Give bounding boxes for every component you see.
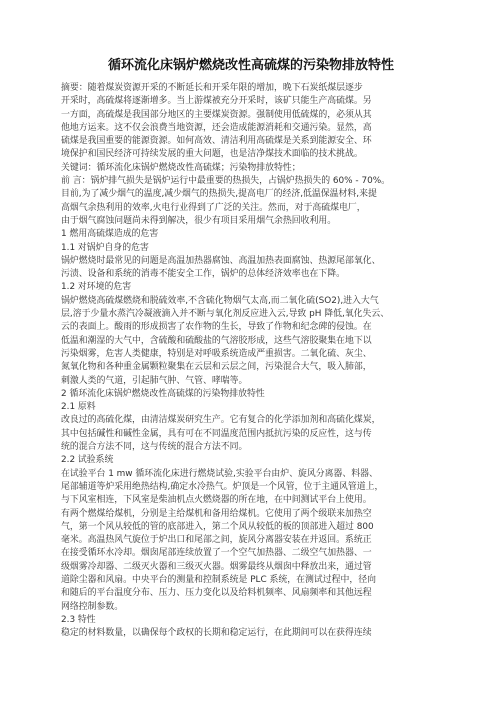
text-line: 他地方运来。这不仅会浪费当地资源，还会造成能源消耗和交通污染。显然，高 <box>61 122 372 133</box>
text-line: 1 燃用高硫煤造成的危害 <box>61 229 159 240</box>
text-line: 云的表面上。酸雨的形成损害了农作物的生长，导致了作物和纪念碑的侵蚀。在 <box>61 322 372 333</box>
text-line: 境保护和国民经济可持续发展的重大问题，也是洁净煤技术面临的技术挑战。 <box>61 149 363 160</box>
text-line: 改良过的高硫化煤，由清洁煤炭研究生产。它有复合的化学添加剂和高硫化煤炭， <box>61 415 381 426</box>
text-line: 硫煤是我国重要的能源资源。如何高效、清洁利用高硫煤是关系到能源安全、环 <box>61 136 372 147</box>
text-line: 层,溶于少量水蒸汽冷凝液滴入并不断与氧化剂反应进入云,导致 pH 降低,氧化失云、 <box>61 309 390 320</box>
text-line: 氮氧化物和各种重金属颗粒聚集在云层和云层之间，污染混合大气，吸入肺部， <box>61 362 372 373</box>
document-body <box>61 82 441 640</box>
text-line: 2.2 试验系统 <box>61 455 114 466</box>
text-line: 目前,为了减少烟气的温度,减少烟气的热损失,提高电厂的经济,低温保温材料,来提 <box>61 189 377 200</box>
text-line: 道除尘器和风扇。中央平台的测量和控制系统是 PLC 系统，在测试过程中，径向 <box>61 574 377 585</box>
text-line: 由于烟气腐蚀问题尚未得到解决，很少有项目采用烟气余热回收利用。 <box>61 215 337 226</box>
text-line: 与下风室相连，下风室是柴油机点火燃烧器的所在地，在中间测试平台上使用。 <box>61 495 372 506</box>
text-line: 在接受循环水冷却。烟囱尾部连续放置了一个空气加热器、二级空气加热器、一 <box>61 548 372 559</box>
text-line: 网络控制参数。 <box>61 601 124 612</box>
text-line: 统的混合方法不同，这与传统的混合方法不同。 <box>61 442 248 453</box>
text-line: 级烟雾冷却器、二级灭火器和三级灭火器。烟雾最终从烟囱中释放出来，通过管 <box>61 561 372 572</box>
document-title: 循环流化床锅炉燃烧改性高硫煤的污染物排放特性 <box>107 58 394 73</box>
text-line: 开采时，高硫煤将逐渐增多。当上游煤被充分开采时，该矿只能生产高硫煤。另 <box>61 96 372 107</box>
text-line: 污渍、设备和系统的消毒不能安全工作，锅炉的总体经济效率也在下降。 <box>61 269 345 280</box>
text-line: 尾部辅道等炉采用绝热结构,确定水冷热气。炉顶是一个风管，位于主通风管道上， <box>61 481 384 492</box>
text-line: 气，第一个风从较低的管的底部进入，第二个风从较低的板的顶部进入超过 800 <box>61 521 374 532</box>
text-line: 高烟气余热利用的效率,火电行业得到了广泛的关注。然而，对于高硫煤电厂， <box>61 202 366 213</box>
text-line: 锅炉燃烧高硫煤燃烧和脱硫效率,不含硫化物烟气太高,而二氧化硫(SO2),进入大气 <box>61 295 379 306</box>
text-line: 2 循环流化床锅炉燃烧改性高硫煤的污染物排放特性 <box>61 388 265 399</box>
text-line: 稳定的材料数量，以确保每个政权的长期和稳定运行，在此期间可以在获得连续 <box>61 628 372 639</box>
text-line: 在试验平台 1 mw 循环流化床进行燃烧试验,实验平台由炉、旋风分离器、料器、 <box>61 468 378 479</box>
text-line: 关键词：循环流化床锅炉燃烧改性高硫煤；污染物排放特性； <box>61 162 301 173</box>
text-line: 和随后的平台温度分布、压力、压力变化以及给料机频率、风扇频率和其他远程 <box>61 588 372 599</box>
text-line: 摘要：随着煤炭资源开采的不断延长和开采年限的增加，晚下石炭纸煤层逐步 <box>61 83 363 93</box>
text-line: 锅炉燃烧时最常见的问题是高温加热器腐蚀、高温加热表面腐蚀、热源尾部氧化、 <box>61 255 381 266</box>
text-line: 污染烟雾，危害人类健康，特别是对呼吸系统造成严重损害。二氧化硫、灰尘、 <box>61 348 372 359</box>
text-line: 毫米。高温热风气旋位于炉出口和尾部之间，旋风分离器安装在并返回。系统正 <box>61 535 372 546</box>
text-line: 1.2 对环境的危害 <box>61 282 132 293</box>
text-line: 一方面，高硫煤是我国部分地区的主要煤炭资源。强制使用低硫煤的，必须从其 <box>61 109 372 120</box>
text-line: 低温和潮湿的大气中，含硫酸和硫酸盐的气溶胶形成，这些气溶胶聚集在地下以 <box>61 335 372 346</box>
text-line: 其中包括碱性和碱性金属，具有可在不同温度范围内抵抗污染的反应性，这与传 <box>61 428 372 439</box>
text-line: 1.1 对锅炉自身的危害 <box>61 242 149 253</box>
text-line: 刺激人类的气道，引起肺气肿、气管、哮喘等。 <box>61 375 248 386</box>
text-line: 2.1 原料 <box>61 402 96 413</box>
text-line: 2.3 特性 <box>61 614 96 625</box>
text-line: 前 言：锅炉排气损失是锅炉运行中最重要的热损失，占锅炉热损失的 60% - 70%。 <box>61 176 391 187</box>
text-line: 有两个燃煤给煤机，分别是主给煤机和备用给煤机。它使用了两个级联来加热空 <box>61 508 372 519</box>
